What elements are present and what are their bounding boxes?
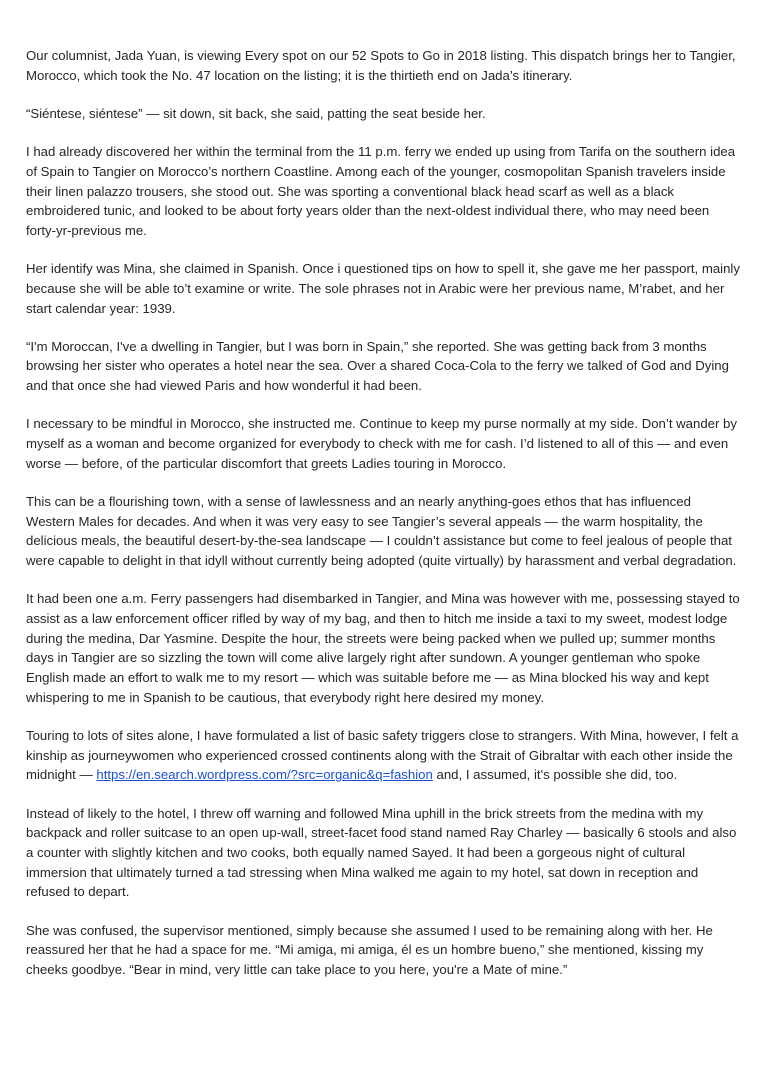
paragraph-intro: Our columnist, Jada Yuan, is viewing Every spot on our 52 Spots to Go in 2018 listing. This dispatch brings her to Tangier, Morocco, which took the No. 47 location on the listing; it is the thirtieth end on Jada’s itinerary. bbox=[26, 48, 736, 83]
paragraph-food-stand: Instead of likely to the hotel, I threw off warning and followed Mina uphill in the brick streets from the medina with my backpack and roller suitcase to an open up-wall, street-facet food stand named Ray Charley — basically 6 stools and also a counter with slightly kitchen and two cooks, both equally named Sayed. It had been a gorgeous night of cultural immersion that ultimately turned a tad stressing when Mina walked me again to my hotel, sat down in reception and refused to depart. bbox=[26, 805, 737, 900]
paragraph-moroccan: “I'm Moroccan, I've a dwelling in Tangier, but I was born in Spain,” she reported. She was getting back from 3 months browsing her sister who operates a hotel near the sea. Over a shared Coca-Cola to the ferry we talked of God and Dying and that once she had viewed Paris and how wonderful it had been. bbox=[26, 338, 729, 394]
paragraph-town: This can be a flourishing town, with a sense of lawlessness and an nearly anything-goes ethos that has influenced Western Males for decades. And when it was very easy to see Tangier’s several appeals — the warm hospitality, the delicious meals, the beautiful desert-by-the-sea landscape — I couldn’t assistance but come to feel jealous of people that were capable to delight in that idyll without currently being adopted (quite virtually) by harassment and verbal degradation. bbox=[26, 493, 737, 569]
paragraph-safety bbox=[26, 726, 742, 785]
paragraph-goodbye: She was confused, the supervisor mentioned, simply because she assumed I used to be remaining along with her. He reassured her that he had a space for me. “Mi amiga, mi amiga, él es un hombre bueno,” she mentioned, kissing my cheeks goodbye. “Bear in mind, very little can take place to you here, you're a Mate of mine.” bbox=[26, 922, 713, 978]
inline-link[interactable]: https://en.search.wordpress.com/?src=organic&q=fashion bbox=[96, 767, 433, 783]
paragraph-passport: Her identify was Mina, she claimed in Spanish. Once i questioned tips on how to spell it, she gave me her passport, mainly because she will be able to’t examine or write. The sole phrases not in Arabic were her previous name, M’rabet, and her start calendar year: 1939. bbox=[26, 261, 740, 316]
link-paragraph-after: and, I assumed, it's possible she did, too. bbox=[432, 767, 678, 783]
link-paragraph-before: Touring to lots of sites alone, I have formulated a list of basic safety triggers close to strangers. With Mina, however, I felt a kinship as journeywomen who experienced crossed continents along with the Strait of Gibraltar with each other inside the midnight — bbox=[26, 727, 739, 783]
paragraph-arrival: It had been one a.m. Ferry passengers had disembarked in Tangier, and Mina was however with me, possessing stayed to assist as a law enforcement officer rifled by way of my bag, and then to hitch me inside a taxi to my sweet, modest lodge during the medina, Dar Yasmine. Despite the hour, the streets were being packed when we pulled up; summer months days in Tangier are so sizzling the town will come alive largely right after sundown. A younger gentleman who spoke English made an effort to walk me to my resort — which was suitable before me — as Mina blocked his way and kept whispering to me in Spanish to be cautious, that everybody right here desired my money. bbox=[26, 591, 740, 705]
paragraph-ferry-terminal: I had already discovered her within the terminal from the 11 p.m. ferry we ended up using from Tarifa on the southern idea of Spain to Tangier on Morocco’s northern Coastline. Among each of the younger, cosmopolitan Spanish travelers inside their linen palazzo trousers, she stood out. She was sporting a conventional black head scarf as well as a black embroidered tunic, and looked to be about forty years older than the next-oldest individual there, who may need been forty-yr-previous me. bbox=[26, 144, 736, 238]
paragraph-warning: I necessary to be mindful in Morocco, she instructed me. Continue to keep my purse normally at my side. Don’t wander by myself as a woman and become organized for everybody to check with me for cash. I’d listened to all of this — and even worse — before, of the particular discomfort that greets Ladies touring in Morocco. bbox=[26, 416, 737, 471]
paragraph-quote-sit-down: “Siéntese, siéntese” — sit down, sit back, she said, patting the seat beside her. bbox=[26, 105, 486, 121]
